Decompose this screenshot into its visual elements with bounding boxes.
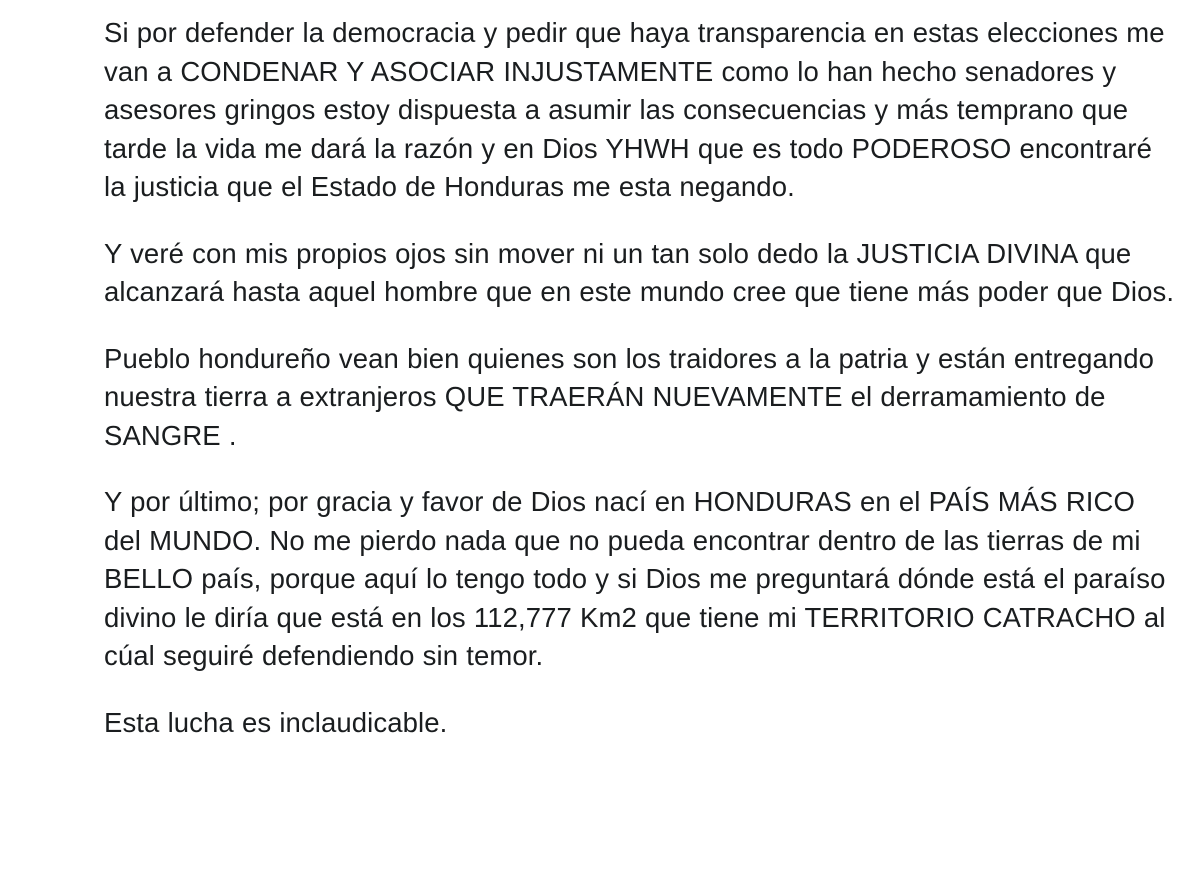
document-text-body — [104, 14, 1176, 742]
paragraph-5: Esta lucha es inclaudicable. — [104, 706, 448, 738]
paragraph-4: Y por último; por gracia y favor de Dios nací en HONDURAS en el PAÍS MÁS RICO del MUNDO. No me pierdo nada que no pueda encontrar dentro de las tierras de mi BELLO país, porque aquí lo tengo todo y si Dios me preguntará dónde está el paraíso divino le diría que está en los 112,777 Km2 que tiene mi TERRITORIO CATRACHO al cúal seguiré defendiendo sin temor. — [104, 486, 1166, 671]
paragraph-1: Si por defender la democracia y pedir que haya transparencia en estas elecciones me van a CONDENAR Y ASOCIAR INJUSTAMENTE como lo han hecho senadores y asesores gringos estoy dispuesta a asumir las consecuencias y más temprano que tarde la vida me dará la razón y en Dios YHWH que es todo PODEROSO encontraré la justicia que el Estado de Honduras me esta negando. — [104, 17, 1165, 202]
paragraph-2: Y veré con mis propios ojos sin mover ni un tan solo dedo la JUSTICIA DIVINA que alcanzará hasta aquel hombre que en este mundo cree que tiene más poder que Dios. — [104, 237, 1175, 307]
paragraph-3: Pueblo hondureño vean bien quienes son los traidores a la patria y están entregando nuestra tierra a extranjeros QUE TRAERÁN NUEVAMENTE el derramamiento de SANGRE . — [104, 342, 1155, 451]
